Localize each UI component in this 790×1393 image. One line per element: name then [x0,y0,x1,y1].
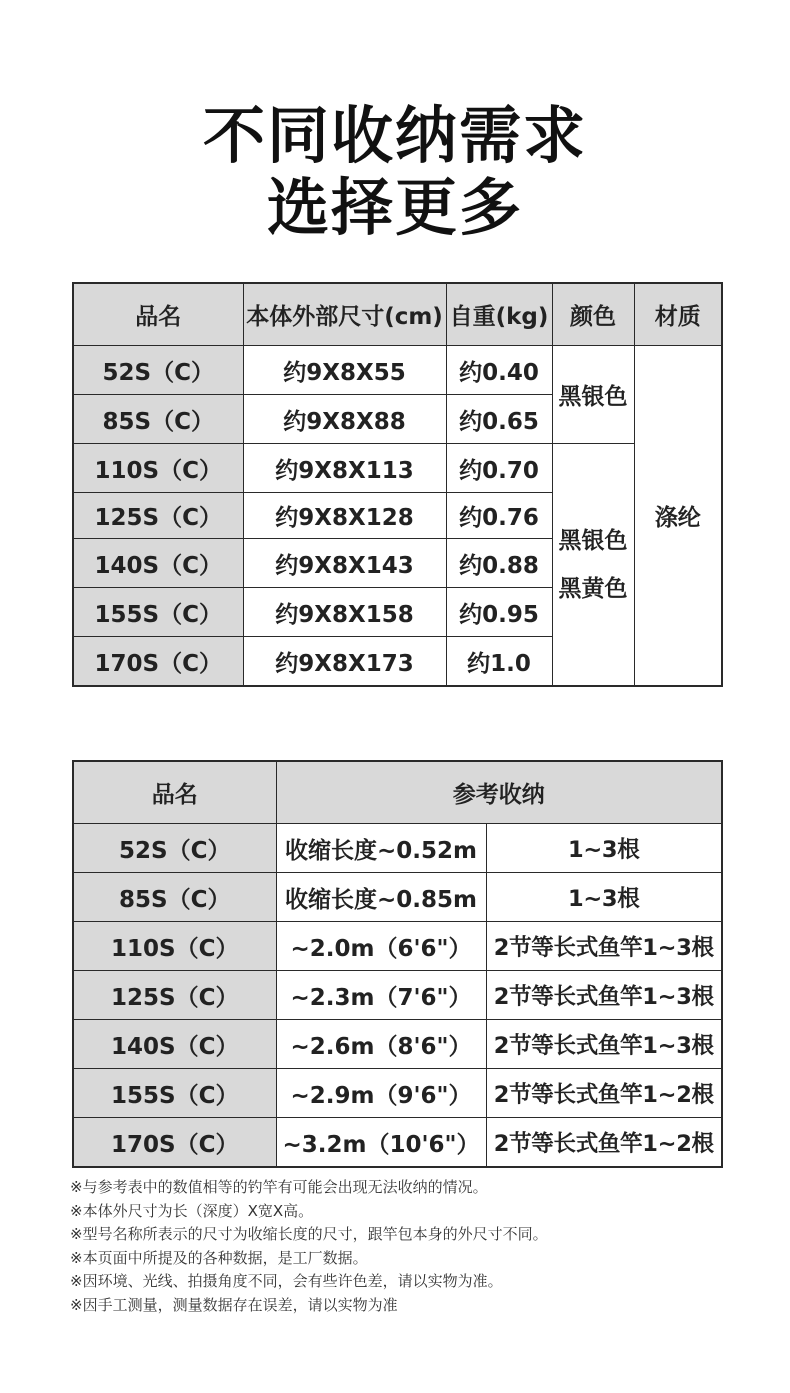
row-name: 110S（C） [73,922,276,971]
row-name: 170S（C） [73,1118,276,1168]
row-name: 140S（C） [73,539,243,588]
header-color: 颜色 [552,283,634,346]
row-size: 约9X8X128 [243,493,446,539]
row-length: 收缩长度~0.52m [276,824,486,873]
table-row [73,824,722,873]
table-row [73,922,722,971]
row-size: 约9X8X173 [243,637,446,687]
storage-table [72,760,723,1168]
row-size: 约9X8X113 [243,444,446,493]
spec-table-header [73,283,722,346]
footnote: ※型号名称所表示的尺寸为收缩长度的尺寸，跟竿包本身的外尺寸不同。 [70,1225,548,1243]
header-weight: 自重(kg) [446,283,552,346]
row-weight: 约0.88 [446,539,552,588]
row-capacity: 1~3根 [486,873,722,922]
page-title-line2: 选择更多 [266,171,523,244]
spec-table [72,282,723,687]
header-name: 品名 [73,761,276,824]
row-weight: 约0.70 [446,444,552,493]
footnote: ※因手工测量，测量数据存在误差，请以实物为准 [70,1295,398,1314]
footnote: ※本页面中所提及的各种数据，是工厂数据。 [70,1248,368,1267]
row-name: 155S（C） [73,1069,276,1118]
row-size: 约9X8X88 [243,395,446,444]
row-name: 110S（C） [73,444,243,493]
row-weight: 约1.0 [446,637,552,687]
row-size: 约9X8X143 [243,539,446,588]
row-weight: 约0.95 [446,588,552,637]
row-length: 收缩长度~0.85m [276,873,486,922]
row-capacity: 2节等长式鱼竿1~3根 [486,922,722,971]
table-row [73,346,722,395]
row-name: 52S（C） [73,346,243,395]
footnote: ※与参考表中的数值相等的钓竿有可能会出现无法收纳的情况。 [70,1178,488,1196]
header-size: 本体外部尺寸(cm) [243,283,446,346]
row-length: ~2.6m（8'6"） [276,1020,486,1069]
page-title-line1: 不同收纳需求 [202,99,587,172]
row-size: 约9X8X55 [243,346,446,395]
color-cell-group1: 黑银色 [552,346,634,444]
footnote: ※本体外尺寸为长（深度）X宽X高。 [70,1201,314,1220]
header-reference-storage: 参考收纳 [276,761,722,824]
color-cell-group2 [552,444,634,687]
row-name: 85S（C） [73,873,276,922]
row-length: ~2.0m（6'6"） [276,922,486,971]
row-capacity: 2节等长式鱼竿1~2根 [486,1069,722,1118]
row-weight: 约0.40 [446,346,552,395]
table-row [73,873,722,922]
row-capacity: 2节等长式鱼竿1~3根 [486,1020,722,1069]
table-row [73,1020,722,1069]
material-cell: 涤纶 [634,346,722,687]
footnote: ※因环境、光线、拍摄角度不同，会有些许色差，请以实物为准。 [70,1272,503,1290]
header-material: 材质 [634,283,722,346]
color-label-silver: 黑银色 [558,527,628,554]
row-name: 140S（C） [73,1020,276,1069]
row-weight: 约0.65 [446,395,552,444]
storage-table-header [73,761,722,824]
table-row [73,971,722,1020]
row-name: 85S（C） [73,395,243,444]
row-capacity: 2节等长式鱼竿1~3根 [486,971,722,1020]
row-name: 170S（C） [73,637,243,687]
table-row [73,1069,722,1118]
row-weight: 约0.76 [446,493,552,539]
row-name: 125S（C） [73,493,243,539]
table-row [73,444,722,493]
header-name: 品名 [73,283,243,346]
row-length: ~2.3m（7'6"） [276,971,486,1020]
row-name: 125S（C） [73,971,276,1020]
row-size: 约9X8X158 [243,588,446,637]
color-label-yellow: 黑黄色 [558,575,628,602]
row-length: ~2.9m（9'6"） [276,1069,486,1118]
row-length: ~3.2m（10'6"） [276,1118,486,1168]
row-capacity: 2节等长式鱼竿1~2根 [486,1118,722,1168]
footnotes [70,1176,770,1317]
row-name: 52S（C） [73,824,276,873]
table-row [73,1118,722,1168]
row-name: 155S（C） [73,588,243,637]
row-capacity: 1~3根 [486,824,722,873]
